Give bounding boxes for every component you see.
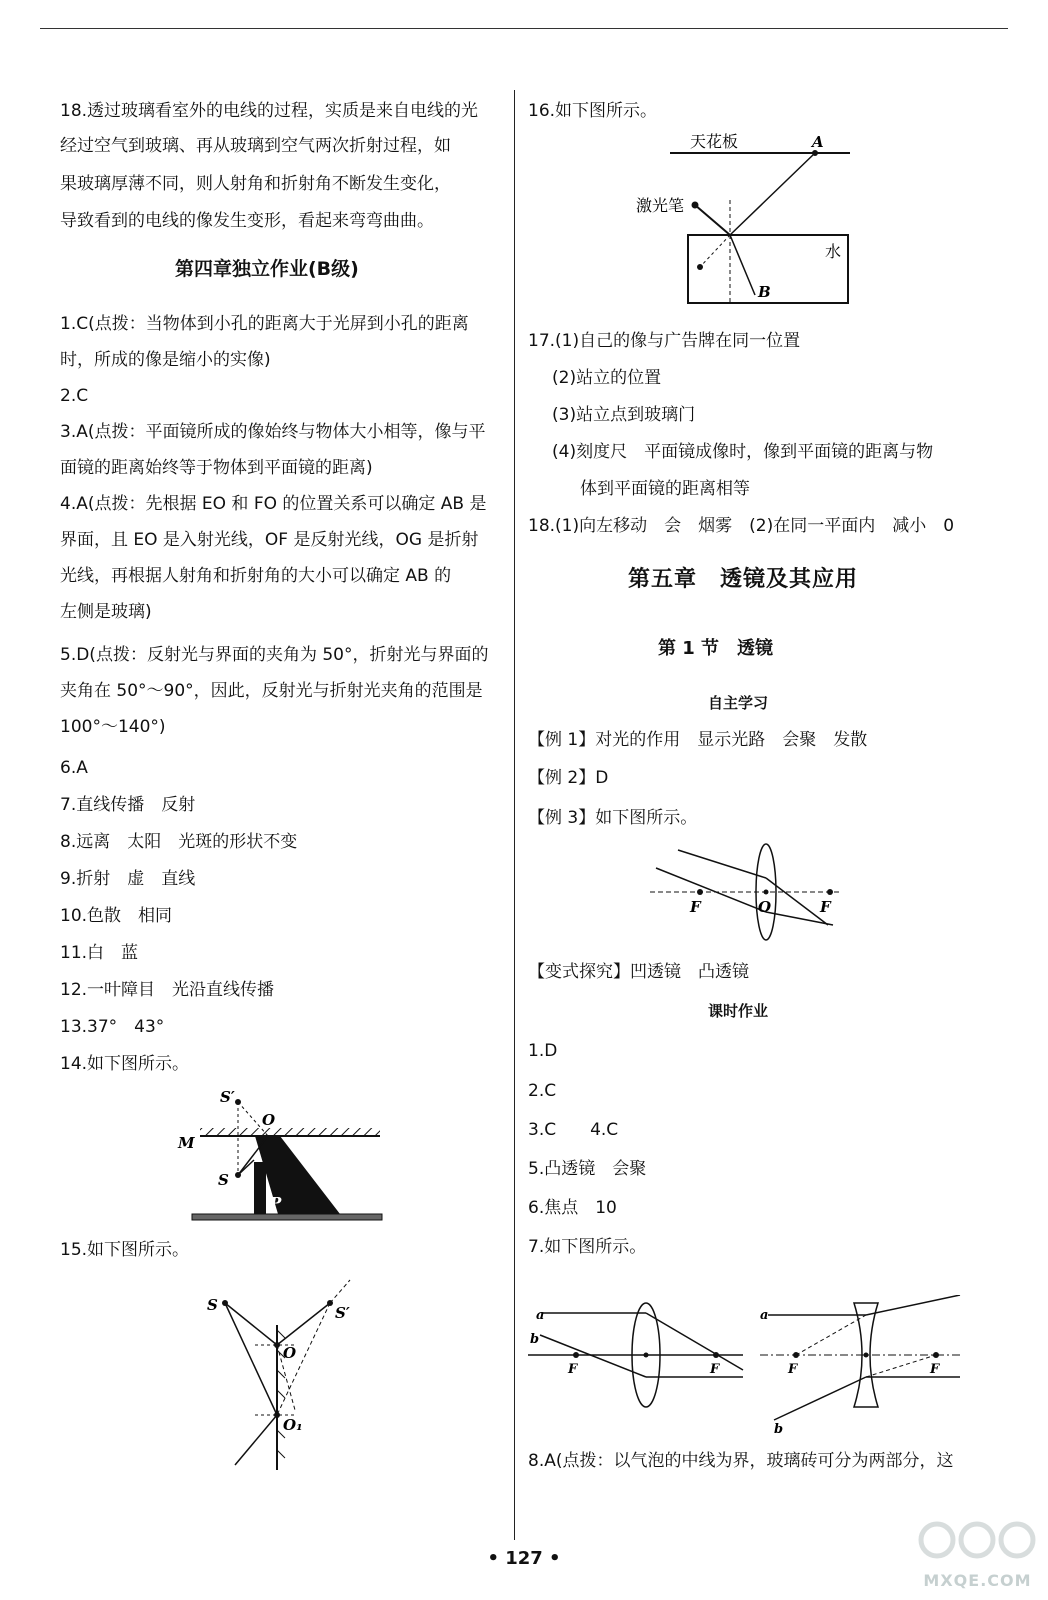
label-b: B (758, 283, 771, 301)
floor-bar (192, 1214, 382, 1220)
answer-2: 2.C (60, 386, 89, 406)
answer-4-line1: 4.A(点拨：先根据 EO 和 FO 的位置关系可以确定 AB 是 (60, 494, 487, 514)
answer-9: 9.折射 虚 直线 (60, 869, 196, 889)
answer-17-line3: (3)站立点到玻璃门 (552, 405, 696, 425)
label-b-concave: b (774, 1422, 784, 1435)
label-a: A (812, 133, 824, 151)
shadow-region (255, 1136, 340, 1214)
laser-point (692, 202, 699, 209)
watermark-logo (915, 1512, 1040, 1592)
homework-8: 8.A(点拨：以气泡的中线为界，玻璃砖可分为两部分，这 (528, 1451, 954, 1471)
answer-18: 18.(1)向左移动 会 烟雾 (2)在同一平面内 减小 0 (528, 516, 955, 536)
answer-17-line1: 17.(1)自己的像与广告牌在同一位置 (528, 331, 801, 351)
answer-4-line4: 左侧是玻璃) (60, 602, 152, 622)
ray-s-o1 (225, 1303, 277, 1415)
figure-15-two-mirrors (195, 1270, 365, 1480)
column-divider (514, 90, 515, 1540)
point-s-prime (327, 1300, 333, 1306)
answer-15: 15.如下图所示。 (60, 1240, 190, 1260)
homework-2: 2.C (528, 1081, 557, 1101)
variant-answer: 【变式探究】凹透镜 凸透镜 (528, 962, 749, 982)
homework-1: 1.D (528, 1041, 558, 1061)
label-s: S (207, 1296, 218, 1314)
virtual-ray-b2 (866, 1355, 936, 1377)
answer-17-line2: (2)站立的位置 (552, 368, 662, 388)
figure-7-two-lenses (528, 1295, 968, 1435)
ray-o-sprime (277, 1303, 330, 1345)
point-o (274, 1342, 280, 1348)
refracted-ray (730, 235, 755, 295)
section-title: 第 1 节 透镜 (658, 638, 774, 659)
answer-18-line4: 导致看到的电线的像发生变形，看起来弯弯曲曲。 (60, 211, 434, 231)
reflected-ray (730, 153, 815, 235)
virtual-ray (700, 235, 730, 267)
source-point (235, 1172, 241, 1178)
label-f2: F (710, 1362, 720, 1377)
label-o: O (758, 898, 772, 916)
point-o1 (274, 1412, 280, 1418)
answer-3-line1: 3.A(点拨：平面镜所成的像始终与物体大小相等，像与平 (60, 422, 486, 442)
answer-10: 10.色散 相同 (60, 906, 173, 926)
homework-3-4: 3.C 4.C (528, 1120, 619, 1140)
example-1: 【例 1】对光的作用 显示光路 会聚 发散 (528, 730, 868, 750)
answer-7: 7.直线传播 反射 (60, 795, 196, 815)
answer-4-line3: 光线，再根据人射角和折射角的大小可以确定 AB 的 (60, 566, 452, 586)
label-ceiling: 天花板 (690, 132, 739, 151)
answer-6: 6.A (60, 758, 88, 778)
homework-6: 6.焦点 10 (528, 1198, 617, 1218)
ray-a2-out (866, 1295, 960, 1315)
figure-16-laser-water (630, 125, 870, 310)
answer-5-line1: 5.D(点拨：反射光与界面的夹角为 50°，折射光与界面的 (60, 645, 489, 665)
answer-13: 13.37° 43° (60, 1017, 165, 1037)
answer-3-line2: 面镜的距离始终等于物体到平面镜的距离) (60, 458, 373, 478)
label-o1: O₁ (283, 1416, 303, 1434)
example-3: 【例 3】如下图所示。 (528, 808, 698, 828)
ray2-in (656, 868, 766, 912)
answer-17-line5: 体到平面镜的距离相等 (580, 479, 750, 499)
example-2: 【例 2】D (528, 768, 609, 788)
top-rule (40, 28, 1008, 29)
label-o: O (283, 1344, 297, 1362)
obstacle-post (254, 1162, 266, 1214)
answer-17-line4: (4)刻度尺 平面镜成像时，像到平面镜的距离与物 (552, 442, 934, 462)
watermark-graphic-icon (915, 1512, 1040, 1572)
point-s (222, 1300, 228, 1306)
virtual-image-point (235, 1099, 241, 1105)
ray1-in (678, 850, 766, 878)
answer-5-line2: 夹角在 50°～90°，因此，反射光与折射光夹角的范围是 (60, 681, 483, 701)
label-a-concave: a (760, 1308, 769, 1323)
ray-extension-top (330, 1280, 350, 1303)
label-f1: F (568, 1362, 578, 1377)
label-f-left: F (690, 898, 701, 916)
answer-18-line1: 18.透过玻璃看室外的电线的过程，实质是来自电线的光 (60, 101, 479, 121)
answer-18-line2: 经过空气到玻璃、再从玻璃到空气两次折射过程，如 (60, 136, 451, 156)
focus-left (697, 889, 703, 895)
subsection-self-study: 自主学习 (708, 694, 769, 712)
label-b-convex: b (530, 1332, 540, 1347)
homework-7: 7.如下图所示。 (528, 1237, 647, 1257)
answer-8: 8.远离 太阳 光斑的形状不变 (60, 832, 298, 852)
page-number: • 127 • (487, 1548, 561, 1569)
answer-14: 14.如下图所示。 (60, 1054, 190, 1074)
answer-16: 16.如下图所示。 (528, 101, 658, 121)
convex-focus-right (713, 1352, 719, 1358)
label-s-prime: S′ (220, 1088, 235, 1106)
label-water: 水 (825, 242, 842, 261)
answer-5-line3: 100°～140°) (60, 717, 166, 737)
section-heading: 第四章独立作业(B级) (175, 258, 359, 280)
concave-focus-left (793, 1352, 799, 1358)
label-f4: F (930, 1362, 940, 1377)
watermark-text: MXQE.COM (923, 1571, 1032, 1590)
label-laser: 激光笔 (636, 196, 685, 215)
virtual-point (697, 264, 703, 270)
ray-o1-out (235, 1415, 277, 1465)
subsection-homework: 课时作业 (708, 1002, 769, 1020)
label-s: S (218, 1171, 229, 1189)
chapter-title: 第五章 透镜及其应用 (628, 567, 859, 592)
mirror-hatch (200, 1128, 380, 1136)
optical-center (764, 890, 769, 895)
answer-4-line2: 界面，且 EO 是入射光线，OF 是反射光线，OG 是折射 (60, 530, 479, 550)
concave-focus-right (933, 1352, 939, 1358)
virtual-ray-a2 (796, 1315, 866, 1355)
homework-5: 5.凸透镜 会聚 (528, 1159, 647, 1179)
label-o: O (262, 1111, 276, 1129)
ray-b2-in (774, 1377, 866, 1420)
label-s-prime: S′ (335, 1304, 350, 1322)
label-m: M (178, 1134, 195, 1152)
answer-18-line3: 果玻璃厚薄不同，则人射角和折射角不断发生变化， (60, 174, 451, 194)
answer-1-line2: 时，所成的像是缩小的实像) (60, 350, 271, 370)
ray-s-o (225, 1303, 277, 1345)
figure-14-mirror (170, 1080, 390, 1225)
answer-11: 11.白 蓝 (60, 943, 139, 963)
ray-b-in (540, 1335, 646, 1377)
answer-12: 12.一叶障目 光沿直线传播 (60, 980, 275, 1000)
convex-focus-left (573, 1352, 579, 1358)
figure-example3-convex-lens (648, 840, 848, 945)
incident-ray-2 (238, 1160, 254, 1175)
label-f-right: F (820, 898, 831, 916)
label-f3: F (788, 1362, 798, 1377)
label-a-convex: a (536, 1308, 545, 1323)
answer-1-line1: 1.C(点拨：当物体到小孔的距离大于光屏到小孔的距离 (60, 314, 469, 334)
label-p: P (270, 1194, 282, 1212)
incident-ray (695, 205, 730, 235)
focus-right (827, 889, 833, 895)
